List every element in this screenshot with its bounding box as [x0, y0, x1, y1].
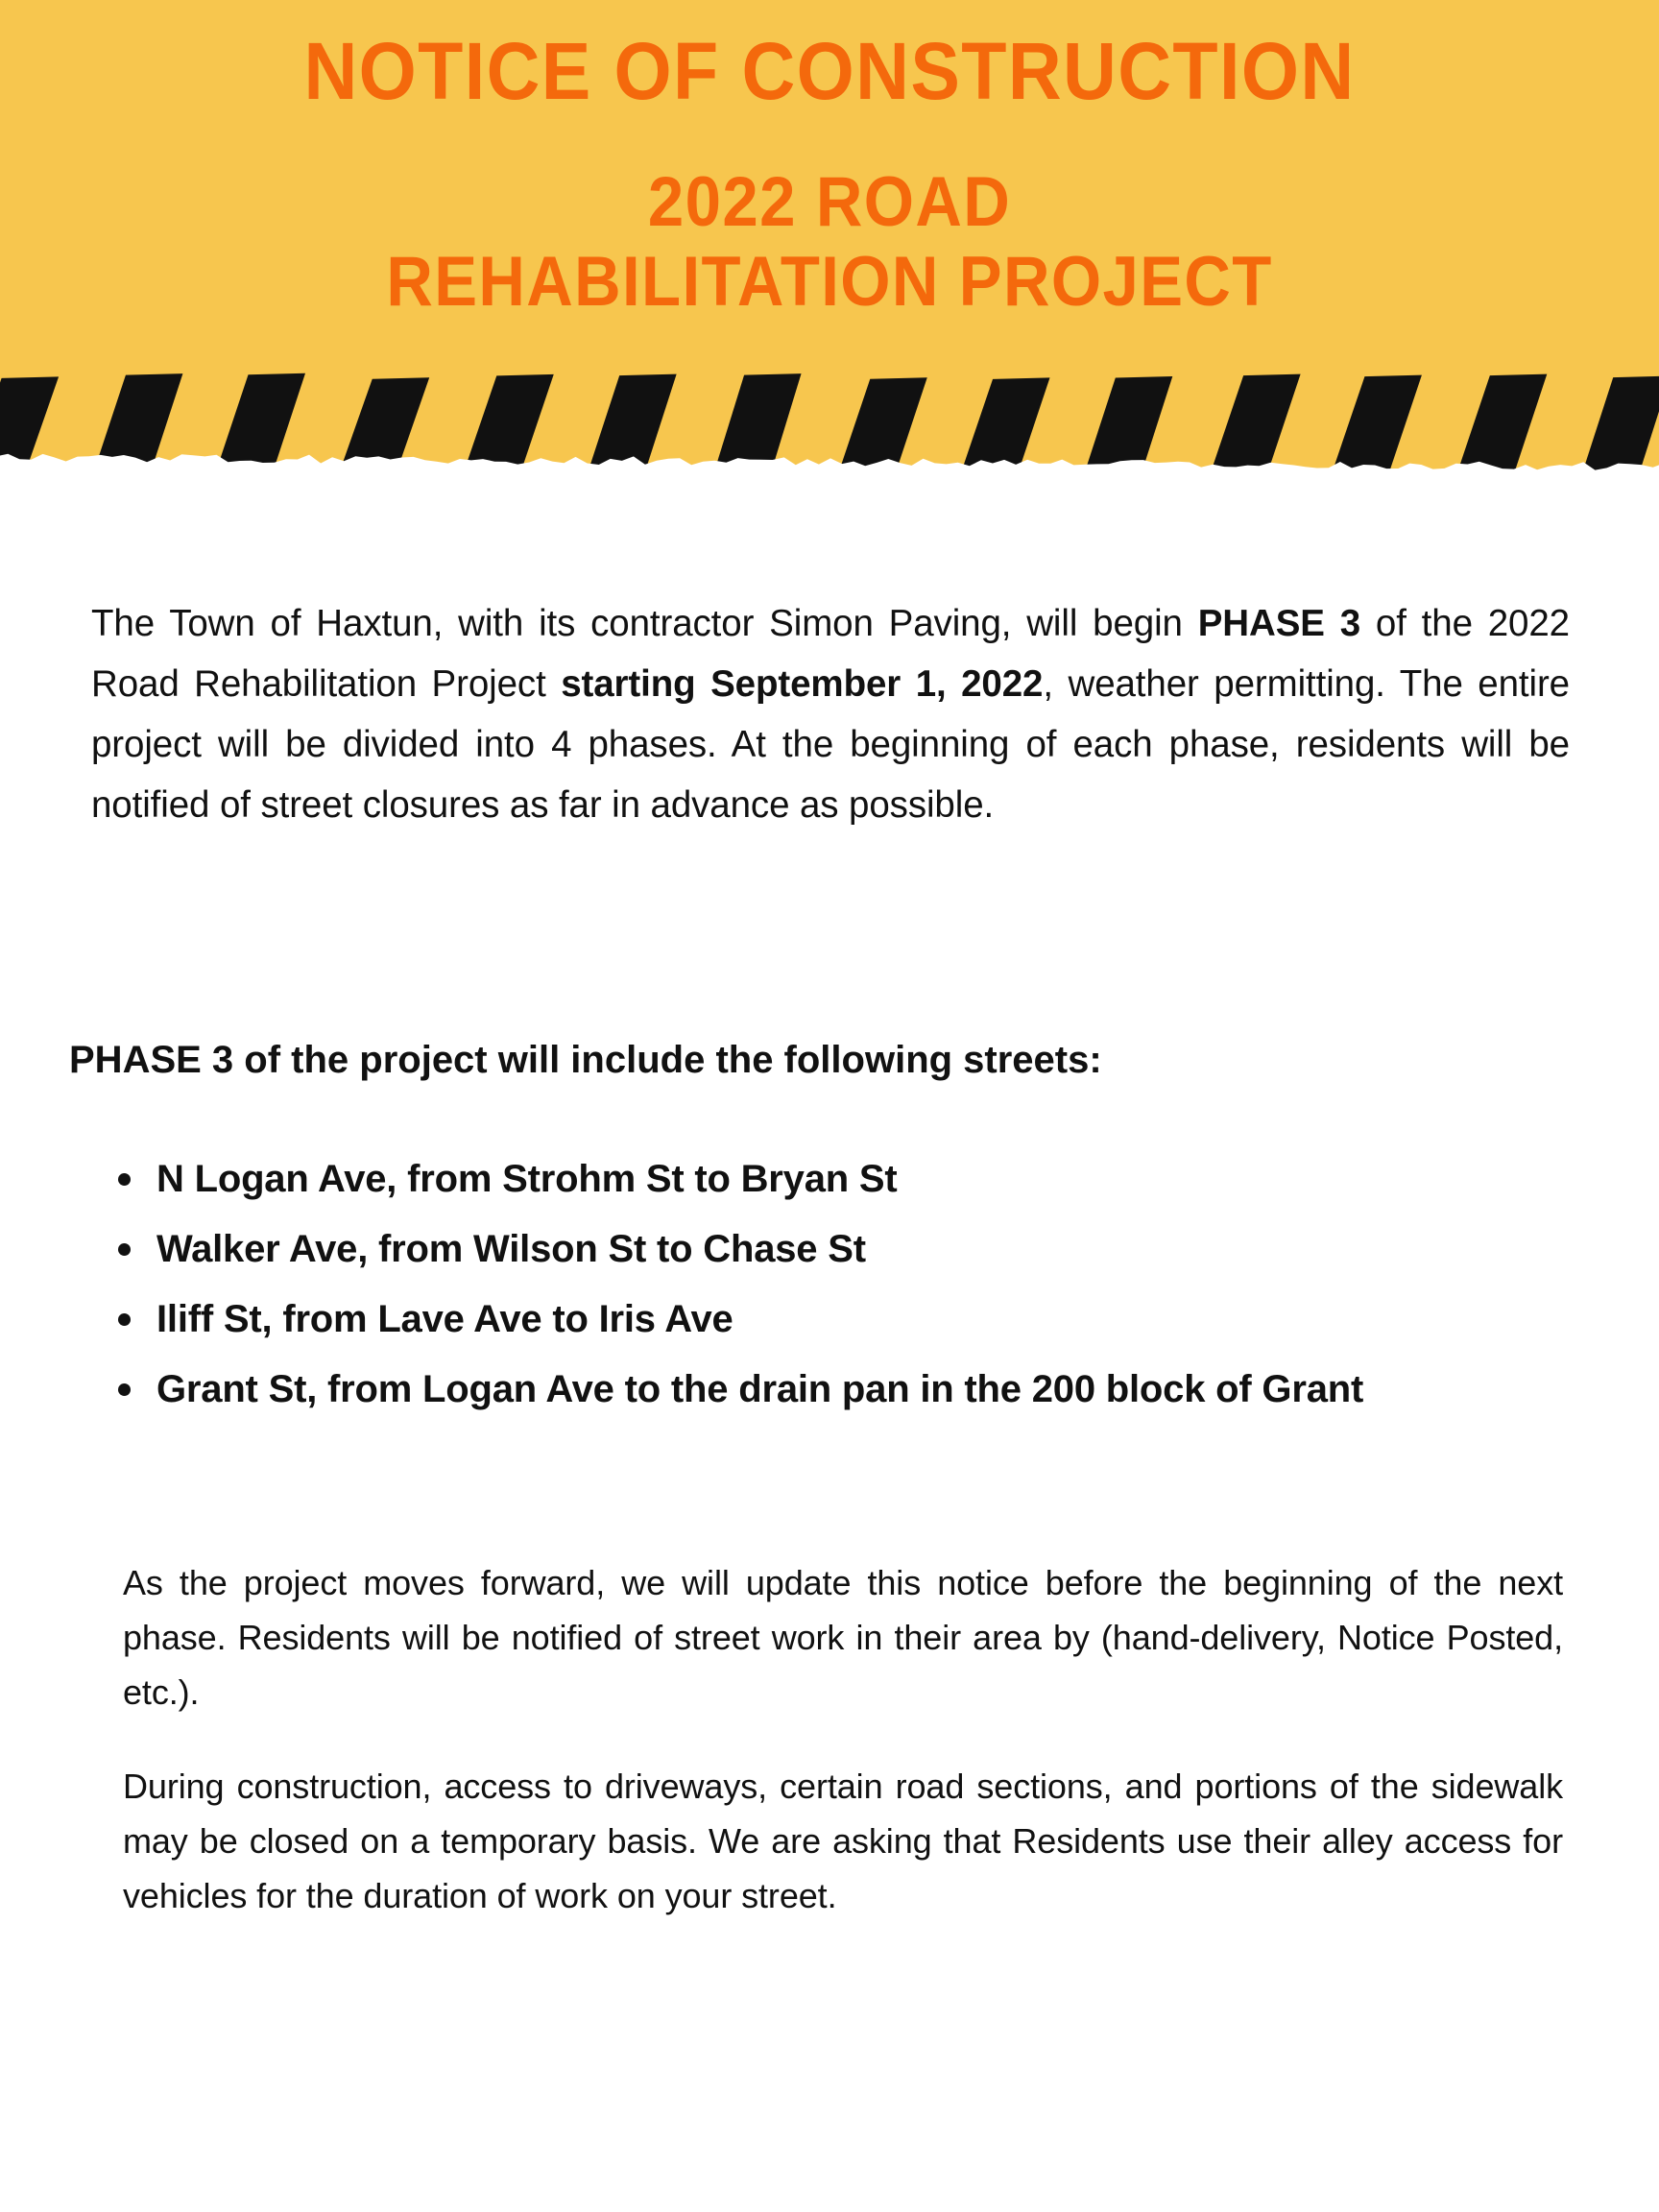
notice-title-line-3: REHABILITATION PROJECT	[386, 243, 1273, 321]
list-item	[91, 1285, 1589, 1355]
intro-paragraph	[91, 593, 1570, 835]
bullet-icon	[118, 1313, 131, 1326]
hazard-stripes-svg	[0, 357, 1659, 472]
notice-title-line-1: NOTICE OF CONSTRUCTION	[303, 26, 1356, 116]
list-item	[91, 1355, 1589, 1425]
paragraph-project-forward: As the project moves forward, we will update this notice before the beginning of the next phase. Residents will be notified of street work in their area by (hand-delivery, Notice Posted, etc.).	[123, 1563, 1563, 1712]
intro-start-date-bold: starting September 1, 2022	[561, 663, 1044, 705]
banner-title-block	[0, 0, 1659, 321]
header-banner	[0, 0, 1659, 472]
street-label: Grant St, from Logan Ave to the drain pan in the 200 block of Grant	[156, 1368, 1364, 1410]
section-heading-phase-streets: PHASE 3 of the project will include the following streets:	[69, 1039, 1102, 1081]
intro-phase-bold: PHASE 3	[1197, 603, 1361, 644]
intro-text-3: , weather permitting. The entire project will be divided into 4 phases. At the beginning of each phase, residents will be notified of street closures as far in advance as possible.	[91, 663, 1570, 826]
intro-text-2: of the 2022 Road Rehabilitation Project	[91, 603, 1570, 705]
street-list	[91, 1144, 1589, 1425]
bullet-icon	[118, 1173, 131, 1186]
paragraph-during-construction: During construction, access to driveways, certain road sections, and portions of the sidewalk may be closed on a temporary basis. We are asking that Residents use their alley access for vehicles for the duration of work on your street.	[123, 1767, 1563, 1915]
hazard-stripe-band	[0, 357, 1659, 472]
list-item	[91, 1214, 1589, 1285]
bullet-icon	[118, 1383, 131, 1396]
bullet-icon	[118, 1243, 131, 1256]
list-item	[91, 1144, 1589, 1214]
notice-title-line-2: 2022 ROAD	[647, 163, 1012, 241]
street-label: N Logan Ave, from Strohm St to Bryan St	[156, 1158, 898, 1200]
street-label: Iliff St, from Lave Ave to Iris Ave	[156, 1298, 733, 1340]
intro-text-1: The Town of Haxtun, with its contractor Simon Paving, will begin	[91, 603, 1198, 644]
street-label: Walker Ave, from Wilson St to Chase St	[156, 1228, 866, 1270]
notice-body	[0, 472, 1659, 2212]
